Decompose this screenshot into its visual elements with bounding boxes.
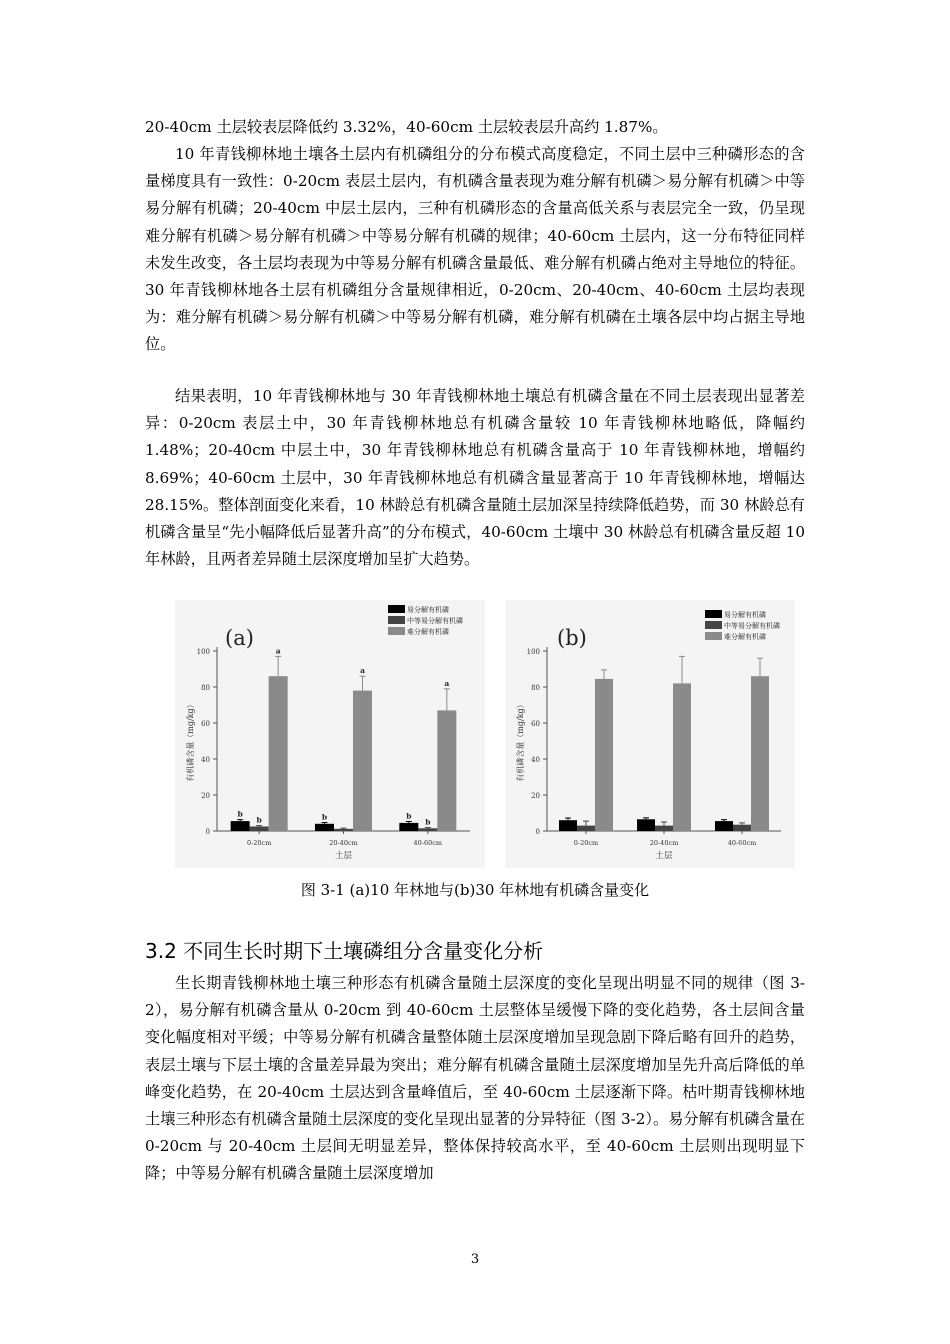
significance-letter: b [237,809,243,819]
y-tick-label: 40 [531,756,540,764]
bar [655,826,673,831]
x-tick-label: 20-40cm [649,839,679,847]
legend-label: 难分解有机磷 [407,628,449,636]
x-tick-label: 0-20cm [573,839,599,847]
legend-swatch [705,632,722,640]
y-tick-label: 100 [196,648,210,656]
paragraph-10yr-distribution: 10 年青钱柳林地土壤各土层内有机磷组分的分布模式高度稳定，不同土层中三种磷形态的含量梯度具有一致性：0-20cm 表层土层内，有机磷含量表现为难分解有机磷＞易分解有机磷＞中等易分解有机磷；20-40cm 中层土层内，三种有机磷形态的含量高低关系与表层完全一致，仍呈现难分解有机磷＞易分解有机磷＞中等易分解有机磷的规律；40-60cm 土层内，这一分布特征同样未发生改变，各土层均表现为中等易分解有机磷含量最低、难分解有机磷占绝对主导地位的特征。30 年青钱柳林地各土层有机磷组分含量规律相近，0-20cm、20-40cm、40-60cm 土层均表现为：难分解有机磷＞易分解有机磷＞中等易分解有机磷，难分解有机磷在土壤各层中均占据主导地位。 [145,145,805,354]
significance-letter: b [321,812,328,822]
x-tick-label: 20-40cm [329,839,358,847]
bar [559,820,577,831]
legend-label: 中等易分解有机磷 [724,622,780,630]
significance-letter: b [425,817,431,827]
x-tick-label: 40-60cm [727,839,757,847]
y-tick-label: 0 [535,828,540,836]
significance-letter: a [275,646,281,656]
significance-letter: b [256,815,262,825]
y-tick-label: 0 [205,828,210,836]
legend-label: 易分解有机磷 [407,606,449,614]
y-axis-label: 有机磷含量（mg/kg） [186,700,195,782]
y-tick-label: 20 [201,792,210,800]
y-tick-label: 80 [201,684,210,692]
bar [577,826,595,831]
panel-label: (a) [225,626,254,650]
bar [250,827,269,832]
legend-label: 难分解有机磷 [724,633,766,641]
significance-letter: a [360,666,365,676]
panel-label: (b) [557,626,587,650]
bar-chart-b [505,600,795,868]
significance-letter: b [406,811,412,821]
figure-caption: 图 3-1 (a)10 年林地与(b)30 年林地有机磷含量变化 [300,881,650,899]
bar [353,691,372,831]
legend-label: 中等易分解有机磷 [407,617,463,625]
figure-panel-b [505,600,795,872]
bar [418,828,437,831]
y-tick-label: 40 [201,756,210,764]
x-tick-label: 0-20cm [246,839,272,847]
bar [637,819,655,831]
x-axis-label: 土层 [655,851,673,861]
y-tick-label: 20 [531,792,540,800]
legend-swatch [705,610,722,618]
legend-swatch [388,616,405,624]
y-tick-label: 100 [526,648,540,656]
y-tick-label: 60 [531,720,540,728]
bar [595,679,613,831]
paragraph-continuation: 20-40cm 土层较表层降低约 3.32%，40-60cm 土层较表层升高约 1.87%。 [145,118,668,136]
y-tick-label: 60 [201,720,210,728]
x-axis-label: 土层 [334,851,353,861]
x-tick-label: 40-60cm [413,839,443,847]
bar [751,676,769,831]
paragraph-growth-period: 生长期青钱柳林地土壤三种形态有机磷含量随土层深度的变化呈现出明显不同的规律（图 3-2），易分解有机磷含量从 0-20cm 到 40-60cm 土层整体呈缓慢下降的变化趋势，各土层间含量变化幅度相对平缓；中等易分解有机磷含量整体随土层深度增加呈现急剧下降后略有回升的趋势，表层土壤与下层土壤的含量差异最为突出；难分解有机磷含量随土层深度增加呈先升高后降低的单峰变化趋势，在 20-40cm 土层达到含量峰值后，至 40-60cm 土层逐渐下降。枯叶期青钱柳林地土壤三种形态有机磷含量随土层深度的变化呈现出显著的分异特征（图 3-2）。易分解有机磷含量在 0-20cm 与 20-40cm 土层间无明显差异，整体保持较高水平，至 40-60cm 土层则出现明显下降；中等易分解有机磷含量随土层深度增加 [145,974,805,1183]
legend-swatch [388,627,405,635]
paragraph-results: 结果表明，10 年青钱柳林地与 30 年青钱柳林地土壤总有机磷含量在不同土层表现出显著差异：0-20cm 表层土中，30 年青钱柳林地总有机磷含量较 10 年青钱柳林地略低，降幅约 1.48%；20-40cm 中层土中，30 年青钱柳林地总有机磷含量高于 10 年青钱柳林地，增幅约 8.69%；40-60cm 土层中，30 年青钱柳林地总有机磷含量显著高于 10 年青钱柳林地，增幅达 28.15%。整体剖面变化来看，10 林龄总有机磷含量随土层加深呈持续降低趋势，而 30 林龄总有机磷含量呈“先小幅降低后显著升高”的分布模式，40-60cm 土壤中 30 林龄总有机磷含量反超 10 年林龄，且两者差异随土层深度增加呈扩大趋势。 [145,387,805,569]
bar [437,710,456,831]
bar [269,676,288,831]
significance-letter: a [444,678,450,688]
bar [315,824,334,831]
bar [715,821,733,831]
bar [673,683,691,831]
bar [334,829,353,831]
y-tick-label: 80 [531,684,540,692]
bar [231,821,250,831]
figure-panel-a [175,600,485,872]
section-heading: 3.2 不同生长时期下土壤磷组分含量变化分析 [145,939,544,963]
legend-swatch [705,621,722,629]
page-number: 3 [470,1252,480,1267]
bar [733,825,751,831]
y-axis-label: 有机磷含量（mg/kg） [516,700,525,782]
legend-swatch [388,605,405,613]
legend-label: 易分解有机磷 [724,611,766,619]
bar [399,823,418,831]
bar-chart-a [175,600,485,868]
